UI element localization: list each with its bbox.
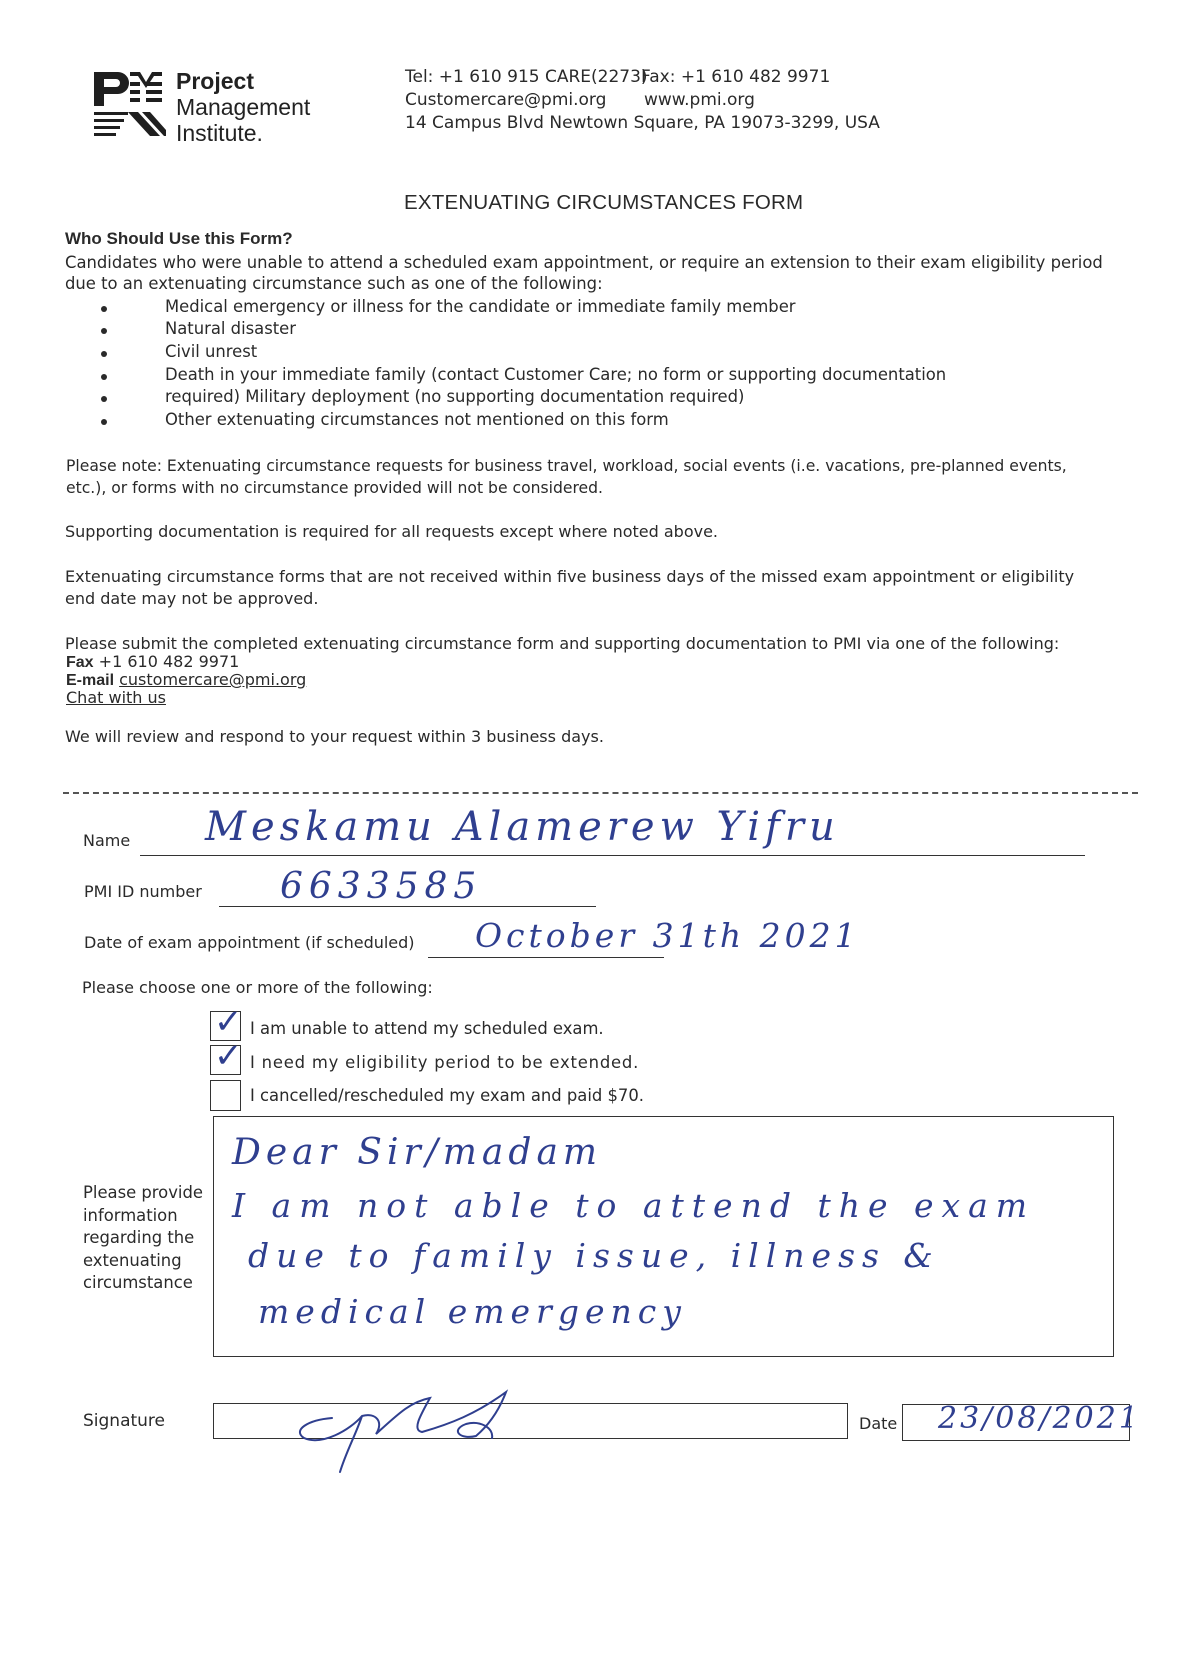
- exam-date-label: Date of exam appointment (if scheduled): [84, 933, 415, 952]
- name-line: [140, 855, 1085, 856]
- info-label-line: Please provide: [83, 1183, 203, 1202]
- checkbox-cancelled-paid[interactable]: [210, 1080, 241, 1111]
- who-bullet-item: Medical emergency or illness for the candidate or immediate family member: [165, 297, 796, 316]
- note-1-line2: etc.), or forms with no circumstance provided will not be considered.: [66, 479, 603, 497]
- email-label: E-mail: [66, 672, 115, 689]
- note-3-line2: end date may not be approved.: [65, 589, 319, 608]
- pmi-id-label: PMI ID number: [84, 882, 202, 901]
- submit-instructions: Please submit the completed extenuating circumstance form and supporting documentation to PMI via one of the following:: [65, 634, 1060, 653]
- bullet-dot: [101, 374, 107, 380]
- who-bullet-item: required) Military deployment (no supporting documentation required): [165, 387, 745, 406]
- signature-scribble: [280, 1372, 540, 1482]
- who-bullet-item: Civil unrest: [165, 342, 258, 361]
- note-2: Supporting documentation is required for all requests except where noted above.: [65, 522, 719, 541]
- info-text-line: Dear Sir/madam: [232, 1132, 603, 1173]
- who-bullet-item: Death in your immediate family (contact Customer Care; no form or supporting documentation: [165, 365, 947, 384]
- who-heading: Who Should Use this Form?: [65, 229, 293, 248]
- info-label-line: regarding the: [83, 1228, 195, 1248]
- choose-label: Please choose one or more of the following:: [82, 978, 433, 997]
- contact-email: Customercare@pmi.org: [405, 90, 607, 110]
- org-name-line3: Institute.: [176, 120, 263, 146]
- fax-value: +1 610 482 9971: [98, 652, 240, 671]
- name-label: Name: [83, 831, 131, 850]
- name-value[interactable]: Meskamu Alamerew Yifru: [205, 804, 840, 850]
- pmi-logo: [94, 70, 174, 140]
- bullet-dot: [101, 306, 107, 312]
- pmi-id-value[interactable]: 6633585: [280, 866, 483, 907]
- info-label-line: information: [83, 1205, 178, 1225]
- dashed-separator: [63, 792, 1138, 794]
- exam-date-line: [428, 957, 664, 958]
- check-mark-icon: ✓: [214, 1002, 243, 1042]
- who-intro-line1: Candidates who were unable to attend a scheduled exam appointment, or require an extension to their exam eligibility period: [65, 253, 1103, 272]
- review-note: We will review and respond to your request within 3 business days.: [65, 727, 604, 746]
- signed-date-label: Date: [859, 1414, 898, 1433]
- note-3-line1: Extenuating circumstance forms that are not received within five business days of the missed exam appointment or eligibility: [65, 567, 1075, 586]
- info-text-line: medical emergency: [258, 1292, 687, 1331]
- org-name-line1: Project: [176, 68, 254, 94]
- info-label-line: circumstance: [83, 1273, 193, 1293]
- contact-tel: Tel: +1 610 915 CARE(2273): [405, 67, 648, 87]
- contact-fax: Fax: +1 610 482 9971: [641, 67, 831, 87]
- info-label-line: extenuating: [83, 1250, 182, 1270]
- contact-website: www.pmi.org: [644, 90, 755, 110]
- who-bullet-item: Other extenuating circumstances not mentioned on this form: [165, 410, 669, 429]
- note-1-line1: Please note: Extenuating circumstance requests for business travel, workload, social events (i.e. vacations, pre-planned events,: [66, 457, 1067, 475]
- who-intro-line2: due to an extenuating circumstance such as one of the following:: [65, 274, 603, 293]
- signature-label: Signature: [83, 1411, 166, 1431]
- form-title: EXTENUATING CIRCUMSTANCES FORM: [404, 191, 804, 214]
- info-text-line: due to family issue, illness &: [248, 1236, 940, 1275]
- info-text-line: I am not able to attend the exam: [232, 1186, 1036, 1225]
- signed-date-value: 23/08/2021: [938, 1401, 1141, 1436]
- info-label: [83, 1182, 203, 1295]
- chat-link[interactable]: Chat with us: [66, 688, 166, 707]
- bullet-dot: [101, 396, 107, 402]
- option-unable-to-attend: I am unable to attend my scheduled exam.: [250, 1019, 604, 1038]
- bullet-dot: [101, 419, 107, 425]
- chat-row: [66, 687, 166, 709]
- fax-label: Fax: [66, 654, 94, 671]
- org-name: [176, 68, 310, 146]
- org-name-line2: Management: [176, 94, 311, 120]
- email-link[interactable]: customercare@pmi.org: [119, 670, 307, 689]
- option-cancelled-paid: I cancelled/rescheduled my exam and paid $70.: [250, 1086, 644, 1105]
- check-mark-icon: ✓: [214, 1036, 243, 1076]
- bullet-dot: [101, 328, 107, 334]
- option-extend-eligibility: I need my eligibility period to be extended.: [250, 1053, 640, 1072]
- bullet-dot: [101, 351, 107, 357]
- contact-address: 14 Campus Blvd Newtown Square, PA 19073-3299, USA: [405, 113, 880, 133]
- exam-date-value[interactable]: October 31th 2021: [475, 916, 860, 955]
- who-bullet-item: Natural disaster: [165, 319, 296, 338]
- pmi-logo-icon: [94, 70, 174, 140]
